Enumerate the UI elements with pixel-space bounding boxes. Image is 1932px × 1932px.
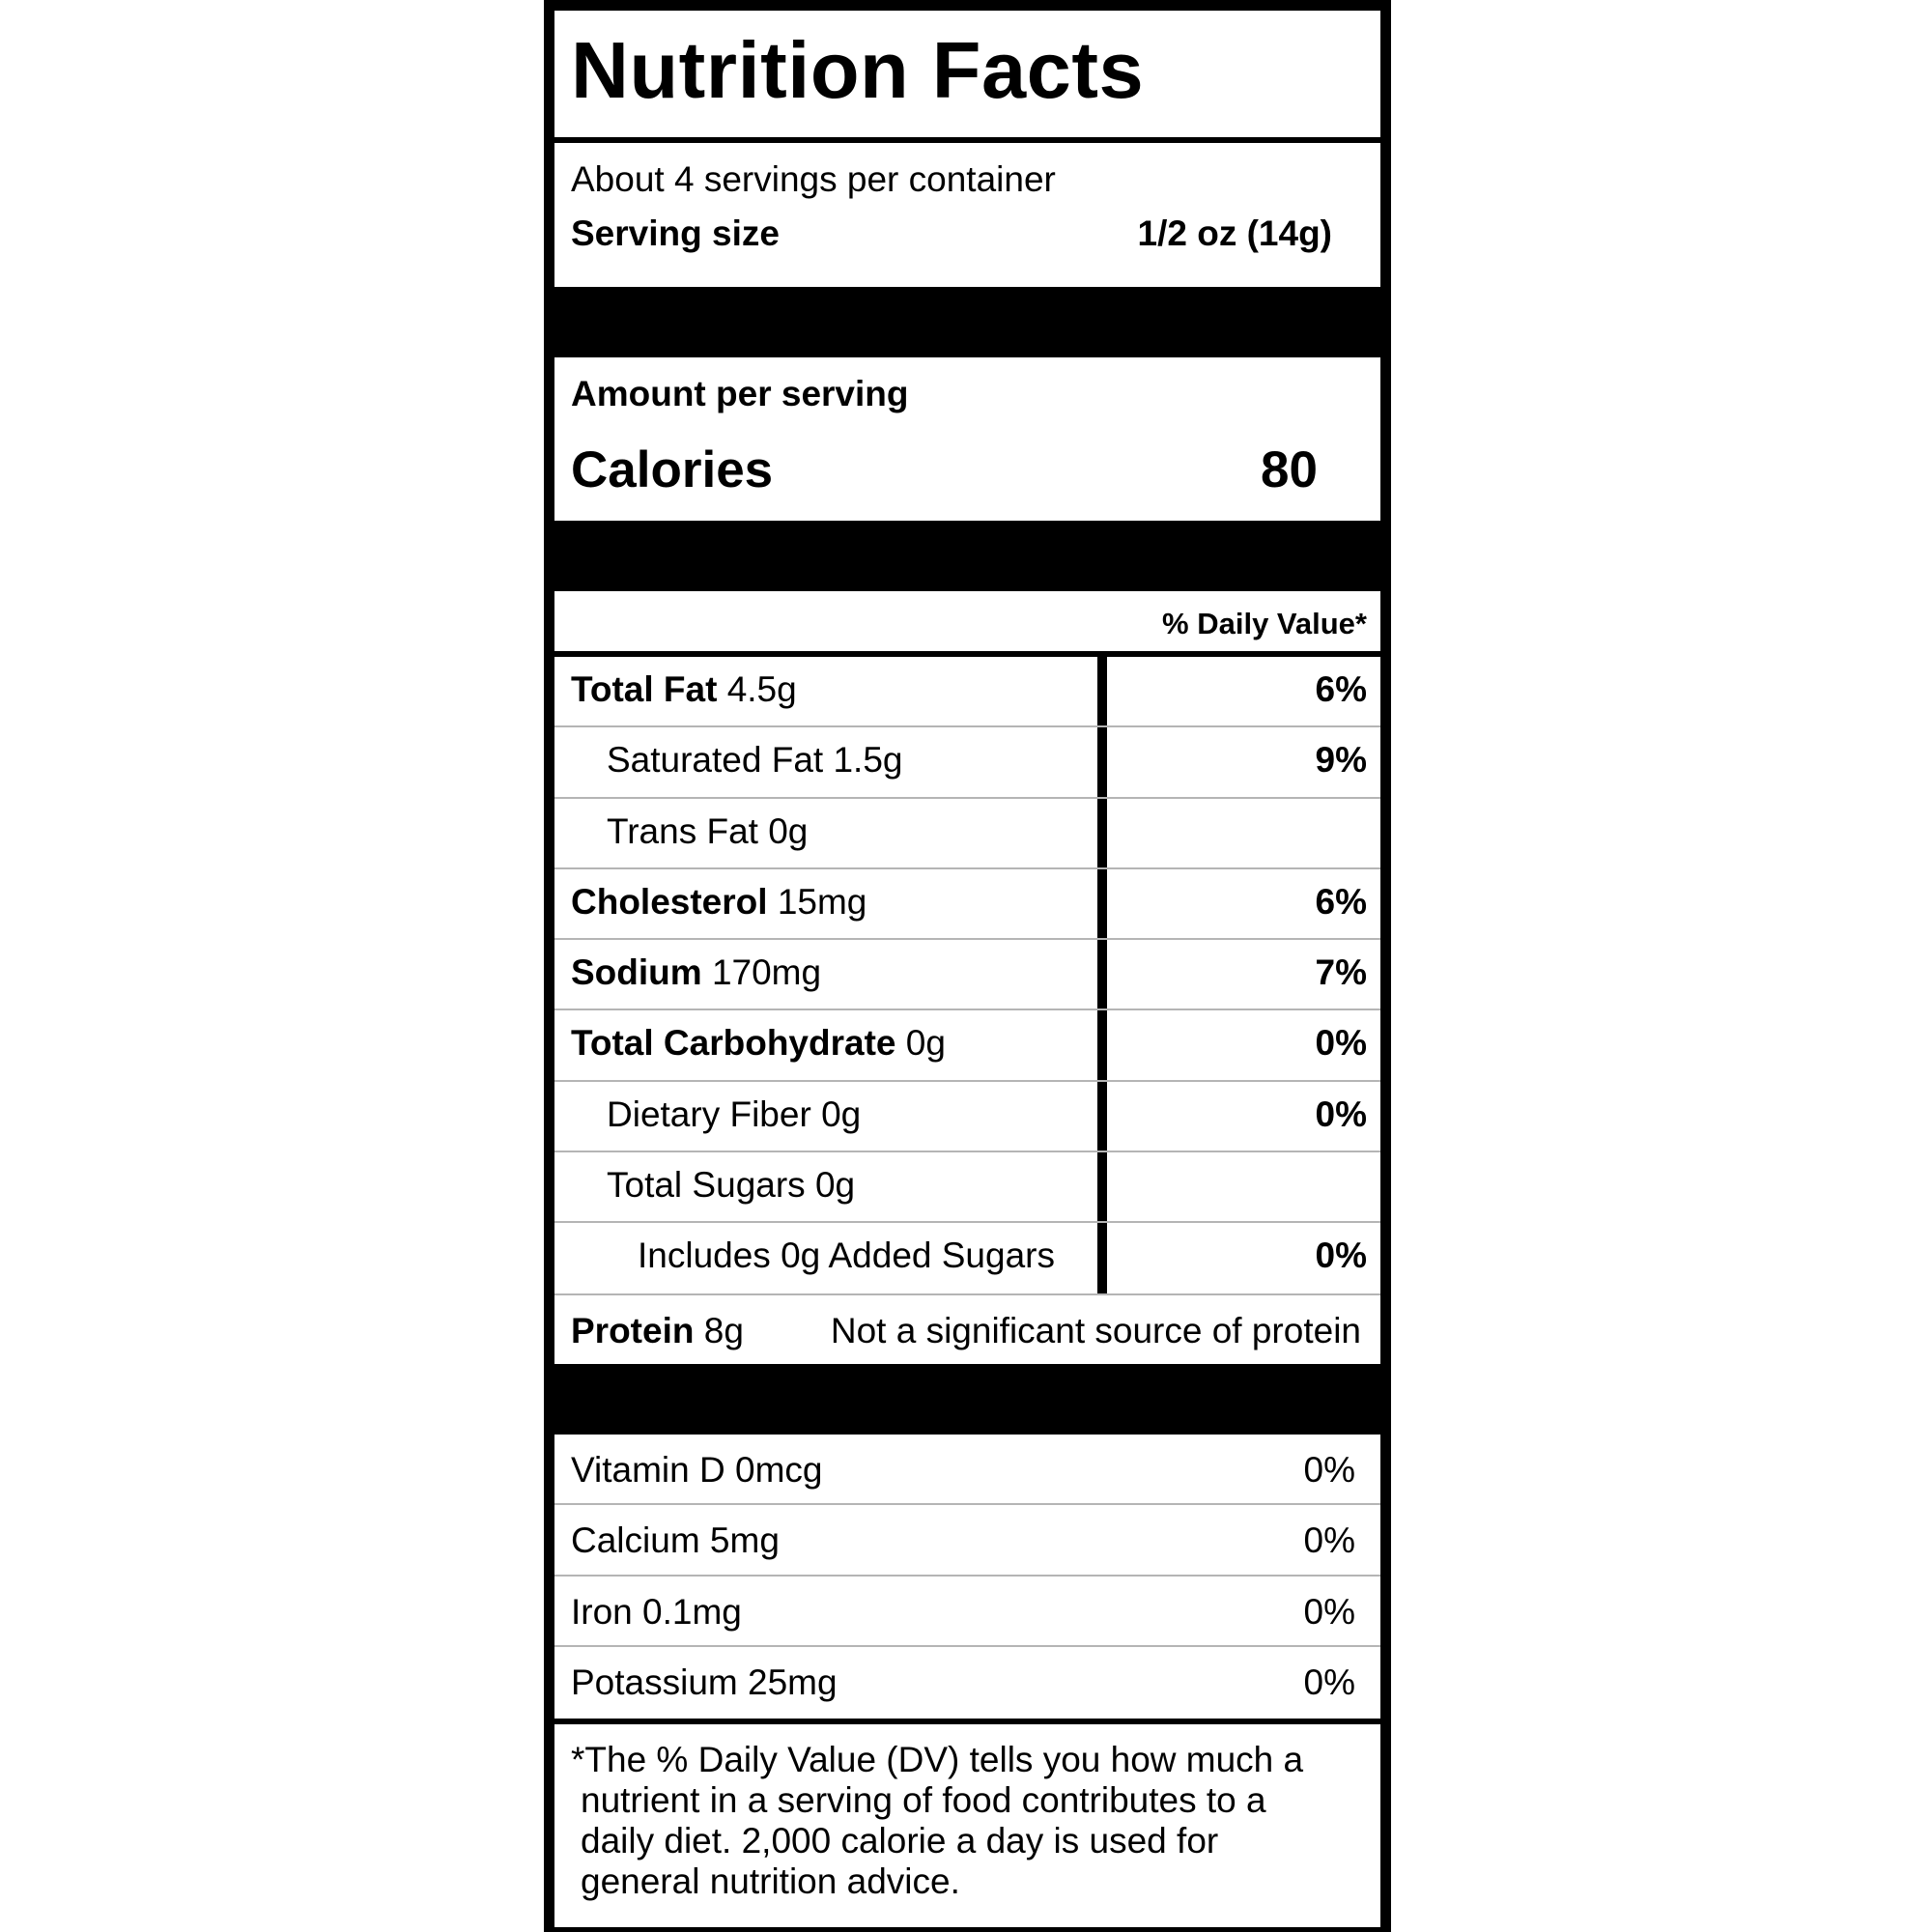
protein-amount: 8g <box>703 1311 744 1350</box>
nutrient-label: Includes 0g Added Sugars <box>638 1236 1055 1276</box>
nutrient-row-total-sugars <box>554 1152 1380 1223</box>
serving-size-row <box>571 213 1364 254</box>
vitamin-label: Vitamin D 0mcg <box>571 1450 823 1490</box>
nutrient-row-total-fat <box>554 657 1380 727</box>
vitamin-label: Potassium 25mg <box>571 1662 838 1703</box>
nutrient-name <box>607 811 808 852</box>
footnote-line: daily diet. 2,000 calorie a day is used for <box>581 1821 1219 1861</box>
nutrient-row-added-sugars <box>554 1223 1380 1293</box>
vitamin-dv: 0% <box>1303 1450 1355 1490</box>
nutrient-amount: 0g <box>814 1165 856 1206</box>
nutrient-amount: 0g <box>821 1094 862 1134</box>
label-title <box>554 11 1380 137</box>
protein-name <box>571 1311 744 1351</box>
vitamin-dv: 0% <box>1303 1662 1355 1703</box>
nutrient-table <box>554 657 1380 1293</box>
thick-divider <box>554 1364 1380 1435</box>
nutrient-dv: 0% <box>1315 1023 1367 1064</box>
serving-size-label: Serving size <box>571 213 780 253</box>
nutrient-row-cholesterol <box>554 869 1380 940</box>
vitamin-row-potassium <box>554 1647 1380 1718</box>
daily-value-footnote <box>554 1724 1380 1927</box>
nutrient-name <box>638 1236 1055 1276</box>
thick-divider <box>554 521 1380 591</box>
nutrient-dv: 7% <box>1315 952 1367 993</box>
nutrient-amount: 15mg <box>777 881 867 922</box>
footnote-line: nutrient in a serving of food contributes to a <box>581 1780 1266 1820</box>
protein-row <box>554 1293 1380 1364</box>
nutrient-name <box>571 882 867 923</box>
nutrient-amount: 4.5g <box>726 669 797 709</box>
nutrient-row-dietary-fiber <box>554 1082 1380 1152</box>
nutrient-label: Trans Fat <box>607 810 758 851</box>
nutrient-label: Saturated Fat <box>607 740 824 781</box>
nutrient-amount: 170mg <box>711 952 822 993</box>
daily-value-header-text: % Daily Value* <box>1162 607 1367 640</box>
nutrient-dv: 6% <box>1315 881 1367 922</box>
nutrient-row-trans-fat <box>554 799 1380 869</box>
vitamin-label: Calcium 5mg <box>571 1520 780 1561</box>
footnote-line: *The % Daily Value (DV) tells you how much a <box>571 1740 1304 1779</box>
nutrient-name <box>607 1165 855 1206</box>
label-title-text: Nutrition Facts <box>571 25 1145 115</box>
vitamin-dv: 0% <box>1303 1591 1355 1632</box>
vitamin-row-calcium <box>554 1505 1380 1576</box>
vitamin-dv: 0% <box>1303 1520 1355 1561</box>
nutrient-dv: 9% <box>1315 740 1367 781</box>
nutrient-name <box>607 740 902 781</box>
nutrient-label: Sodium <box>571 952 702 993</box>
nutrient-label: Total Carbohydrate <box>571 1023 896 1064</box>
protein-label: Protein <box>571 1311 695 1350</box>
nutrient-label: Total Sugars <box>607 1165 806 1206</box>
nutrient-amount: 0g <box>768 810 809 851</box>
protein-note: Not a significant source of protein <box>830 1311 1361 1350</box>
daily-value-header <box>554 591 1380 651</box>
calories-row <box>571 440 1364 499</box>
amount-per-serving: Amount per serving <box>571 374 909 413</box>
thick-divider <box>554 287 1380 357</box>
nutrient-row-sodium <box>554 940 1380 1010</box>
serving-info <box>554 143 1380 287</box>
nutrient-dv: 6% <box>1315 669 1367 709</box>
nutrition-facts-label <box>544 0 1391 1932</box>
servings-per-container: About 4 servings per container <box>571 159 1056 199</box>
nutrient-dv: 0% <box>1315 1236 1367 1276</box>
nutrient-name <box>607 1094 861 1135</box>
nutrient-name <box>571 669 797 710</box>
calories-section <box>554 357 1380 521</box>
vitamin-row-iron <box>554 1577 1380 1647</box>
nutrient-name <box>571 952 821 993</box>
nutrient-row-saturated-fat <box>554 727 1380 798</box>
vitamin-label: Iron 0.1mg <box>571 1591 742 1632</box>
nutrient-label: Dietary Fiber <box>607 1094 811 1134</box>
nutrient-name <box>571 1023 946 1064</box>
calories-label: Calories <box>571 441 774 498</box>
nutrient-label: Total Fat <box>571 669 718 709</box>
nutrient-dv: 0% <box>1315 1094 1367 1134</box>
footnote-line: general nutrition advice. <box>581 1861 960 1901</box>
nutrient-amount: 1.5g <box>833 740 903 781</box>
calories-value: 80 <box>1261 441 1318 498</box>
serving-size-value: 1/2 oz (14g) <box>1137 213 1332 253</box>
nutrient-row-total-carbohydrate <box>554 1010 1380 1081</box>
nutrient-amount: 0g <box>905 1023 946 1064</box>
vitamin-row-vitamin-d <box>554 1435 1380 1505</box>
vitamins-minerals <box>554 1435 1380 1719</box>
nutrient-label: Cholesterol <box>571 881 768 922</box>
